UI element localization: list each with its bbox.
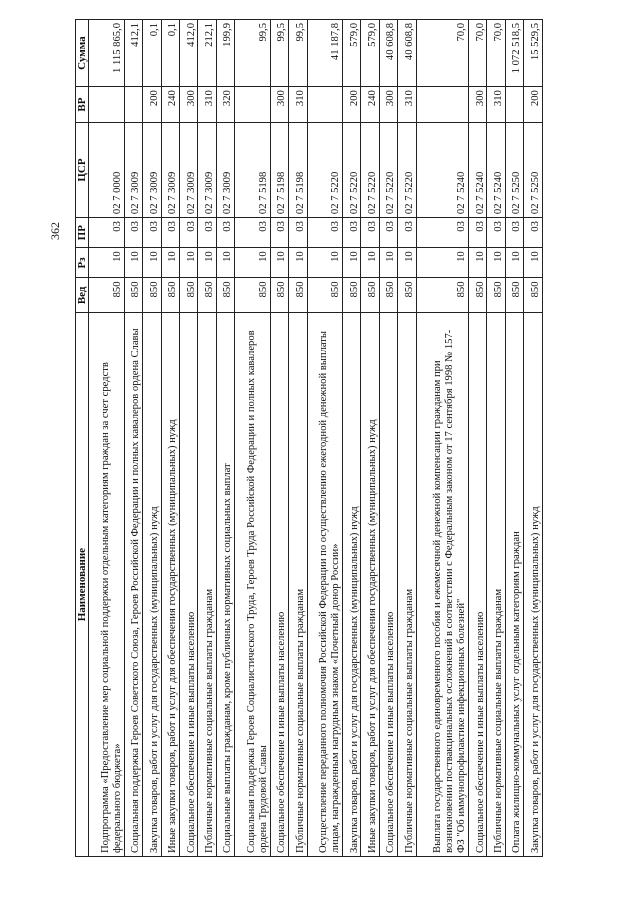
header-csr: ЦСР — [76, 122, 89, 217]
cell-name: Иные закупки товаров, работ и услуг для обеспечения государственных (муниципальных) нужд — [361, 313, 379, 857]
cell-ved: 850 — [487, 278, 505, 313]
cell-pr: 03 — [416, 218, 468, 248]
cell-rz: 10 — [505, 248, 523, 278]
cell-csr: 02 7 5220 — [361, 122, 379, 217]
cell-name: Социальные выплаты гражданам, кроме публичных нормативных социальных выплат — [216, 313, 234, 857]
cell-name: Закупка товаров, работ и услуг для государственных (муниципальных) нужд — [342, 313, 360, 857]
cell-rz: 10 — [235, 248, 270, 278]
cell-pr: 03 — [89, 218, 124, 248]
cell-vr: 200 — [524, 87, 543, 123]
cell-ved: 850 — [342, 278, 360, 313]
cell-sum: 412,1 — [124, 20, 142, 87]
cell-name: Публичные нормативные социальные выплаты гражданам — [198, 313, 216, 857]
cell-csr: 02 7 3009 — [143, 122, 161, 217]
cell-name: Закупка товаров, работ и услуг для государственных (муниципальных) нужд — [143, 313, 161, 857]
cell-pr: 03 — [216, 218, 234, 248]
cell-name: Выплата государственного единовременного пособия и ежемесячной денежной компенсации гражданам при возникновении поствакцинальных осложнений в соответствии с Федеральным законом от 17 сентября 1998 № 157-ФЗ "Об иммунопрофилактике инфекционных болезней" — [416, 313, 468, 857]
cell-ved: 850 — [398, 278, 416, 313]
table-row — [289, 20, 307, 857]
cell-rz: 10 — [361, 248, 379, 278]
cell-csr: 02 7 3009 — [216, 122, 234, 217]
table-row — [180, 20, 198, 857]
cell-csr: 02 7 5198 — [235, 122, 270, 217]
cell-csr: 02 7 5198 — [270, 122, 288, 217]
cell-name: Закупка товаров, работ и услуг для государственных (муниципальных) нужд — [524, 313, 543, 857]
cell-csr: 02 7 5220 — [307, 122, 342, 217]
cell-rz: 10 — [198, 248, 216, 278]
cell-name: Публичные нормативные социальные выплаты гражданам — [398, 313, 416, 857]
cell-ved: 850 — [289, 278, 307, 313]
cell-vr: 300 — [270, 87, 288, 123]
cell-rz: 10 — [469, 248, 487, 278]
cell-pr: 03 — [505, 218, 523, 248]
cell-pr: 03 — [235, 218, 270, 248]
cell-sum: 579,0 — [342, 20, 360, 87]
cell-sum: 40 608,8 — [398, 20, 416, 87]
cell-rz: 10 — [143, 248, 161, 278]
cell-rz: 10 — [342, 248, 360, 278]
cell-vr — [124, 87, 142, 123]
cell-rz: 10 — [180, 248, 198, 278]
cell-ved: 850 — [216, 278, 234, 313]
cell-sum: 412,0 — [180, 20, 198, 87]
cell-pr: 03 — [198, 218, 216, 248]
cell-sum: 70,0 — [416, 20, 468, 87]
cell-sum: 99,5 — [270, 20, 288, 87]
cell-rz: 10 — [307, 248, 342, 278]
cell-ved: 850 — [379, 278, 397, 313]
cell-sum: 0,1 — [143, 20, 161, 87]
cell-csr: 02 7 3009 — [124, 122, 142, 217]
cell-vr: 310 — [487, 87, 505, 123]
cell-ved: 850 — [416, 278, 468, 313]
cell-csr: 02 7 5220 — [342, 122, 360, 217]
table-header-row — [76, 20, 89, 857]
cell-vr: 200 — [342, 87, 360, 123]
cell-sum: 40 608,8 — [379, 20, 397, 87]
cell-name: Социальная поддержка Героев Советского Союза, Героев Российской Федерации и полных кавалеров ордена Славы — [124, 313, 142, 857]
cell-pr: 03 — [307, 218, 342, 248]
table-row — [216, 20, 234, 857]
cell-pr: 03 — [124, 218, 142, 248]
cell-rz: 10 — [416, 248, 468, 278]
cell-sum: 15 529,5 — [524, 20, 543, 87]
cell-ved: 850 — [143, 278, 161, 313]
cell-rz: 10 — [270, 248, 288, 278]
header-rz: Рз — [76, 248, 89, 278]
cell-sum: 199,9 — [216, 20, 234, 87]
cell-csr: 02 7 5220 — [379, 122, 397, 217]
table-row — [361, 20, 379, 857]
table-row — [487, 20, 505, 857]
cell-name: Иные закупки товаров, работ и услуг для обеспечения государственных (муниципальных) нужд — [161, 313, 179, 857]
cell-ved: 850 — [270, 278, 288, 313]
cell-name: Социальное обеспечение и иные выплаты населению — [180, 313, 198, 857]
table-row — [342, 20, 360, 857]
cell-rz: 10 — [379, 248, 397, 278]
table-row — [469, 20, 487, 857]
cell-vr: 240 — [161, 87, 179, 123]
cell-csr: 02 7 0000 — [89, 122, 124, 217]
cell-ved: 850 — [469, 278, 487, 313]
cell-csr: 02 7 3009 — [198, 122, 216, 217]
cell-csr: 02 7 5250 — [524, 122, 543, 217]
cell-rz: 10 — [487, 248, 505, 278]
cell-name: Социальное обеспечение и иные выплаты населению — [270, 313, 288, 857]
cell-csr: 02 7 3009 — [180, 122, 198, 217]
cell-vr — [307, 87, 342, 123]
header-sum: Сумма — [76, 20, 89, 87]
cell-sum: 0,1 — [161, 20, 179, 87]
cell-name: Подпрограмма «Предоставление мер социальной поддержки отдельным категориям граждан за счет средств федерального бюджета» — [89, 313, 124, 857]
cell-ved: 850 — [235, 278, 270, 313]
cell-ved: 850 — [198, 278, 216, 313]
budget-table — [75, 19, 543, 857]
cell-pr: 03 — [161, 218, 179, 248]
cell-rz: 10 — [216, 248, 234, 278]
cell-pr: 03 — [180, 218, 198, 248]
cell-name: Социальное обеспечение и иные выплаты населению — [379, 313, 397, 857]
cell-rz: 10 — [124, 248, 142, 278]
cell-ved: 850 — [180, 278, 198, 313]
cell-rz: 10 — [289, 248, 307, 278]
cell-rz: 10 — [161, 248, 179, 278]
table-body — [89, 20, 543, 857]
cell-csr: 02 7 5198 — [289, 122, 307, 217]
cell-vr: 310 — [398, 87, 416, 123]
cell-sum: 1 072 518,5 — [505, 20, 523, 87]
cell-ved: 850 — [524, 278, 543, 313]
cell-sum: 99,5 — [289, 20, 307, 87]
cell-csr: 02 7 5240 — [469, 122, 487, 217]
cell-rz: 10 — [524, 248, 543, 278]
cell-vr — [416, 87, 468, 123]
rotated-table-container — [75, 19, 543, 857]
table-row — [235, 20, 270, 857]
cell-rz: 10 — [89, 248, 124, 278]
cell-ved: 850 — [505, 278, 523, 313]
cell-vr: 240 — [361, 87, 379, 123]
table-row — [89, 20, 124, 857]
cell-pr: 03 — [342, 218, 360, 248]
cell-vr: 300 — [379, 87, 397, 123]
cell-vr: 200 — [143, 87, 161, 123]
cell-pr: 03 — [143, 218, 161, 248]
cell-vr: 300 — [180, 87, 198, 123]
cell-sum: 1 115 865,0 — [89, 20, 124, 87]
cell-pr: 03 — [469, 218, 487, 248]
cell-ved: 850 — [307, 278, 342, 313]
page-number: 362 — [48, 222, 62, 240]
cell-name: Социальное обеспечение и иные выплаты населению — [469, 313, 487, 857]
table-row — [398, 20, 416, 857]
header-name: Наименование — [76, 313, 89, 857]
cell-name: Публичные нормативные социальные выплаты гражданам — [289, 313, 307, 857]
cell-csr: 02 7 3009 — [161, 122, 179, 217]
cell-sum: 99,5 — [235, 20, 270, 87]
cell-vr — [89, 87, 124, 123]
cell-name: Социальная поддержка Героев Социалистического Труда, Героев Труда Российской Федерации и полных кавалеров ордена Трудовой Славы — [235, 313, 270, 857]
cell-vr: 310 — [289, 87, 307, 123]
table-row — [416, 20, 468, 857]
cell-vr — [235, 87, 270, 123]
cell-csr: 02 7 5250 — [505, 122, 523, 217]
table-row — [505, 20, 523, 857]
header-pr: ПР — [76, 218, 89, 248]
cell-rz: 10 — [398, 248, 416, 278]
cell-vr: 300 — [469, 87, 487, 123]
cell-name: Осуществление переданного полномочия Российской Федерации по осуществлению ежегодной денежной выплаты лицам, награжденным нагрудным знаком «Почетный донор России» — [307, 313, 342, 857]
table-row — [379, 20, 397, 857]
cell-csr: 02 7 5220 — [398, 122, 416, 217]
cell-ved: 850 — [124, 278, 142, 313]
cell-pr: 03 — [398, 218, 416, 248]
table-row — [143, 20, 161, 857]
table-row — [270, 20, 288, 857]
cell-pr: 03 — [289, 218, 307, 248]
cell-pr: 03 — [379, 218, 397, 248]
cell-sum: 70,0 — [469, 20, 487, 87]
table-row — [124, 20, 142, 857]
cell-csr: 02 7 5240 — [416, 122, 468, 217]
cell-vr — [505, 87, 523, 123]
cell-name: Публичные нормативные социальные выплаты гражданам — [487, 313, 505, 857]
cell-name: Оплата жилищно-коммунальных услуг отдельным категориям граждан — [505, 313, 523, 857]
cell-vr: 310 — [198, 87, 216, 123]
cell-sum: 41 187,8 — [307, 20, 342, 87]
cell-ved: 850 — [361, 278, 379, 313]
table-row — [307, 20, 342, 857]
cell-ved: 850 — [89, 278, 124, 313]
cell-pr: 03 — [270, 218, 288, 248]
table-row — [524, 20, 543, 857]
table-row — [198, 20, 216, 857]
cell-vr: 320 — [216, 87, 234, 123]
cell-pr: 03 — [487, 218, 505, 248]
cell-csr: 02 7 5240 — [487, 122, 505, 217]
cell-pr: 03 — [361, 218, 379, 248]
cell-sum: 579,0 — [361, 20, 379, 87]
header-vr: ВР — [76, 87, 89, 123]
cell-pr: 03 — [524, 218, 543, 248]
cell-sum: 70,0 — [487, 20, 505, 87]
header-ved: Вед — [76, 278, 89, 313]
cell-ved: 850 — [161, 278, 179, 313]
cell-sum: 212,1 — [198, 20, 216, 87]
table-row — [161, 20, 179, 857]
